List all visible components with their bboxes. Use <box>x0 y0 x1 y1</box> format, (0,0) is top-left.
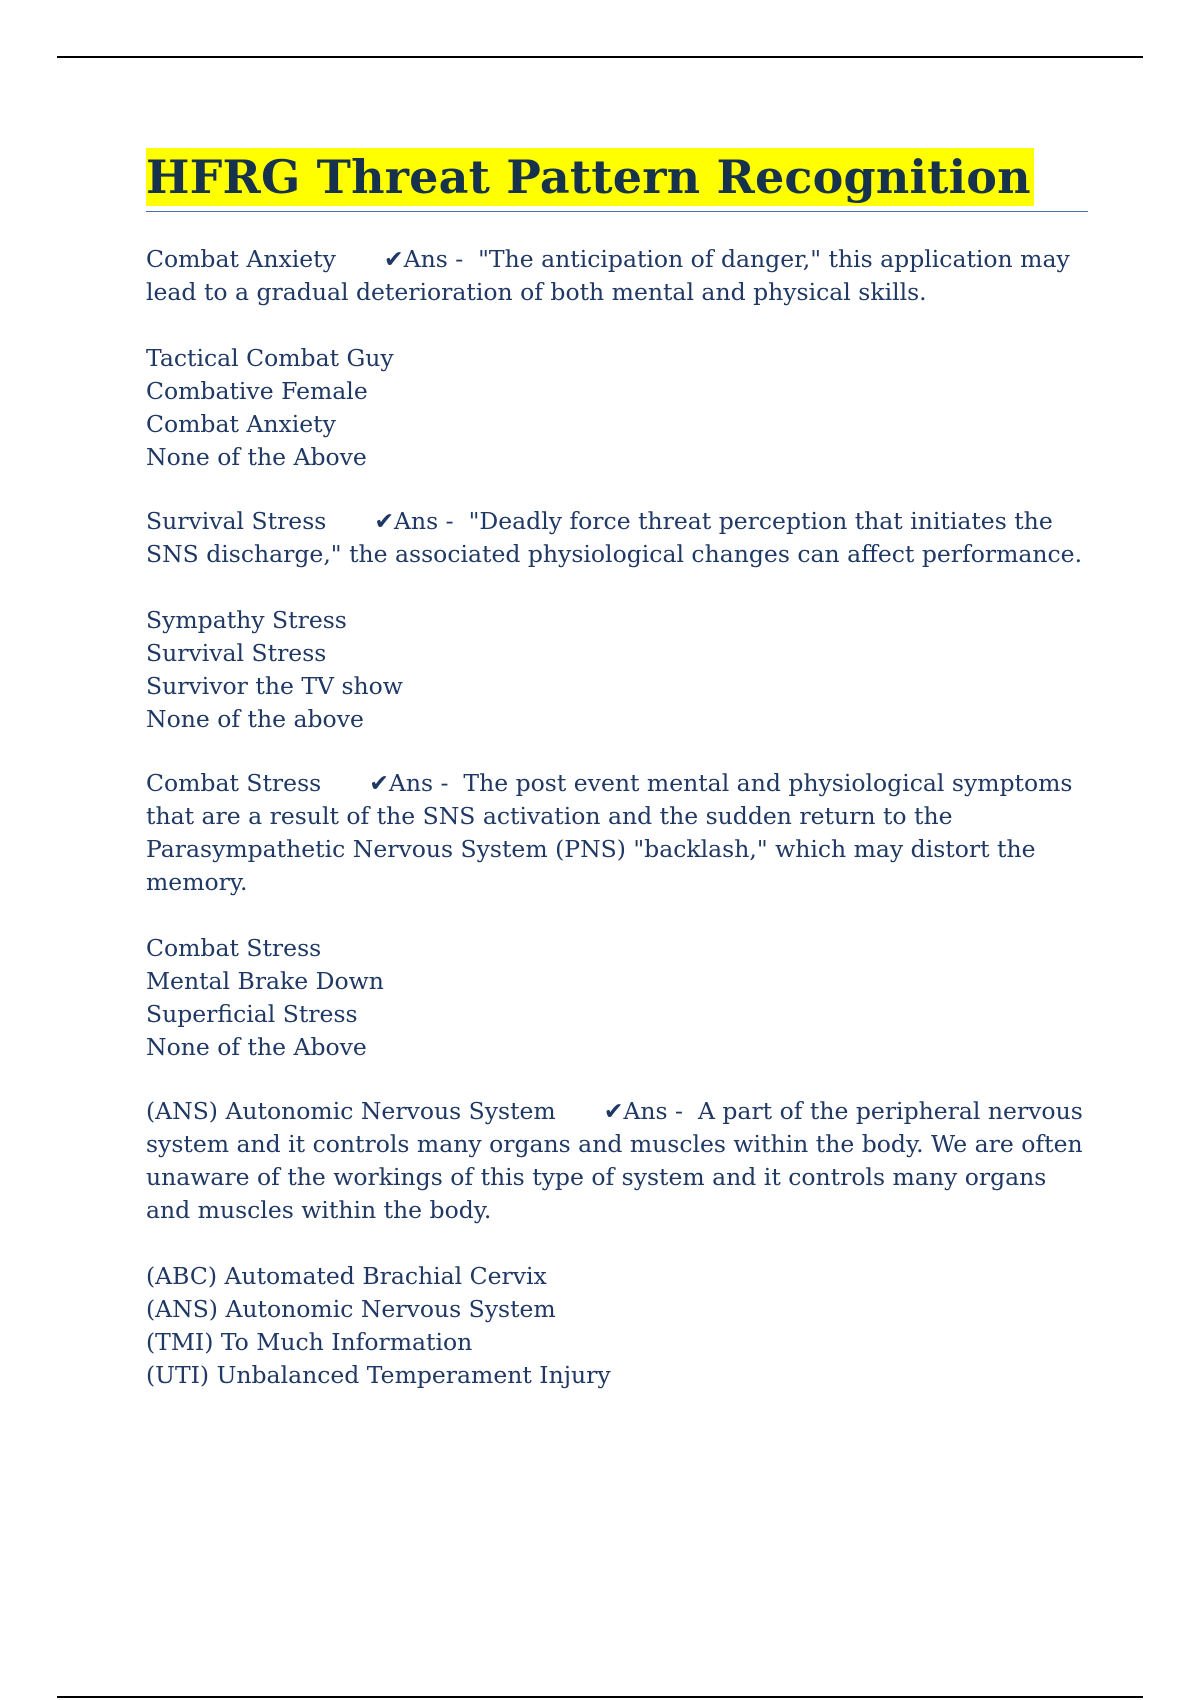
option-item: Survival Stress <box>146 639 327 667</box>
question-term: Combat Anxiety <box>146 245 336 273</box>
document-body <box>146 148 1088 1392</box>
answer-prefix: Ans - <box>388 769 449 797</box>
option-item: (ABC) Automated Brachial Cervix <box>146 1262 547 1290</box>
option-item: Mental Brake Down <box>146 967 384 995</box>
option-item: Survivor the TV show <box>146 672 403 700</box>
option-item: Combat Anxiety <box>146 410 336 438</box>
option-item: (TMI) To Much Information <box>146 1328 473 1356</box>
answer-prefix: Ans - <box>623 1097 683 1125</box>
question-block <box>146 767 1088 899</box>
answer-text: "The anticipation of danger," this application may lead to a gradual deterioration of both mental and physical skills. <box>146 245 1070 306</box>
checkmark-icon: ✔ <box>369 769 389 797</box>
question-block <box>146 243 1088 309</box>
question-term: Survival Stress <box>146 507 327 535</box>
option-item: None of the Above <box>146 443 367 471</box>
answer-text: "Deadly force threat perception that initiates the SNS discharge," the associated physiological changes can affect performance. <box>146 507 1083 568</box>
checkmark-icon: ✔ <box>383 245 404 273</box>
answer-text: The post event mental and physiological symptoms that are a result of the SNS activation and the sudden return to the Parasympathetic Nervous System (PNS) "backlash," which may distort the memory. <box>146 769 1073 896</box>
option-item: Sympathy Stress <box>146 606 347 634</box>
option-item: Combative Female <box>146 377 368 405</box>
answer-text: A part of the peripheral nervous system and it controls many organs and muscles within the body. We are often unaware of the workings of this type of system and it controls many organs and muscles within the body. <box>146 1097 1083 1224</box>
option-item: Combat Stress <box>146 934 322 962</box>
option-item: (UTI) Unbalanced Temperament Injury <box>146 1361 611 1389</box>
question-term: (ANS) Autonomic Nervous System <box>146 1097 556 1125</box>
option-list <box>146 342 1088 474</box>
page-title: HFRG Threat Pattern Recognition <box>146 148 1034 206</box>
answer-prefix: Ans - <box>403 245 464 273</box>
option-item: (ANS) Autonomic Nervous System <box>146 1295 556 1323</box>
option-list <box>146 1260 1088 1392</box>
answer-prefix: Ans - <box>394 507 454 535</box>
question-term: Combat Stress <box>146 769 322 797</box>
option-item: None of the above <box>146 705 364 733</box>
option-item: None of the Above <box>146 1033 367 1061</box>
bottom-rule <box>57 1696 1143 1698</box>
option-list <box>146 604 1088 736</box>
checkmark-icon: ✔ <box>603 1097 624 1125</box>
option-list <box>146 932 1088 1064</box>
option-item: Superficial Stress <box>146 1000 358 1028</box>
question-block <box>146 505 1088 571</box>
option-item: Tactical Combat Guy <box>146 344 394 372</box>
checkmark-icon: ✔ <box>374 507 395 535</box>
title-underline <box>146 211 1088 212</box>
question-block <box>146 1095 1088 1227</box>
top-rule <box>57 56 1143 58</box>
